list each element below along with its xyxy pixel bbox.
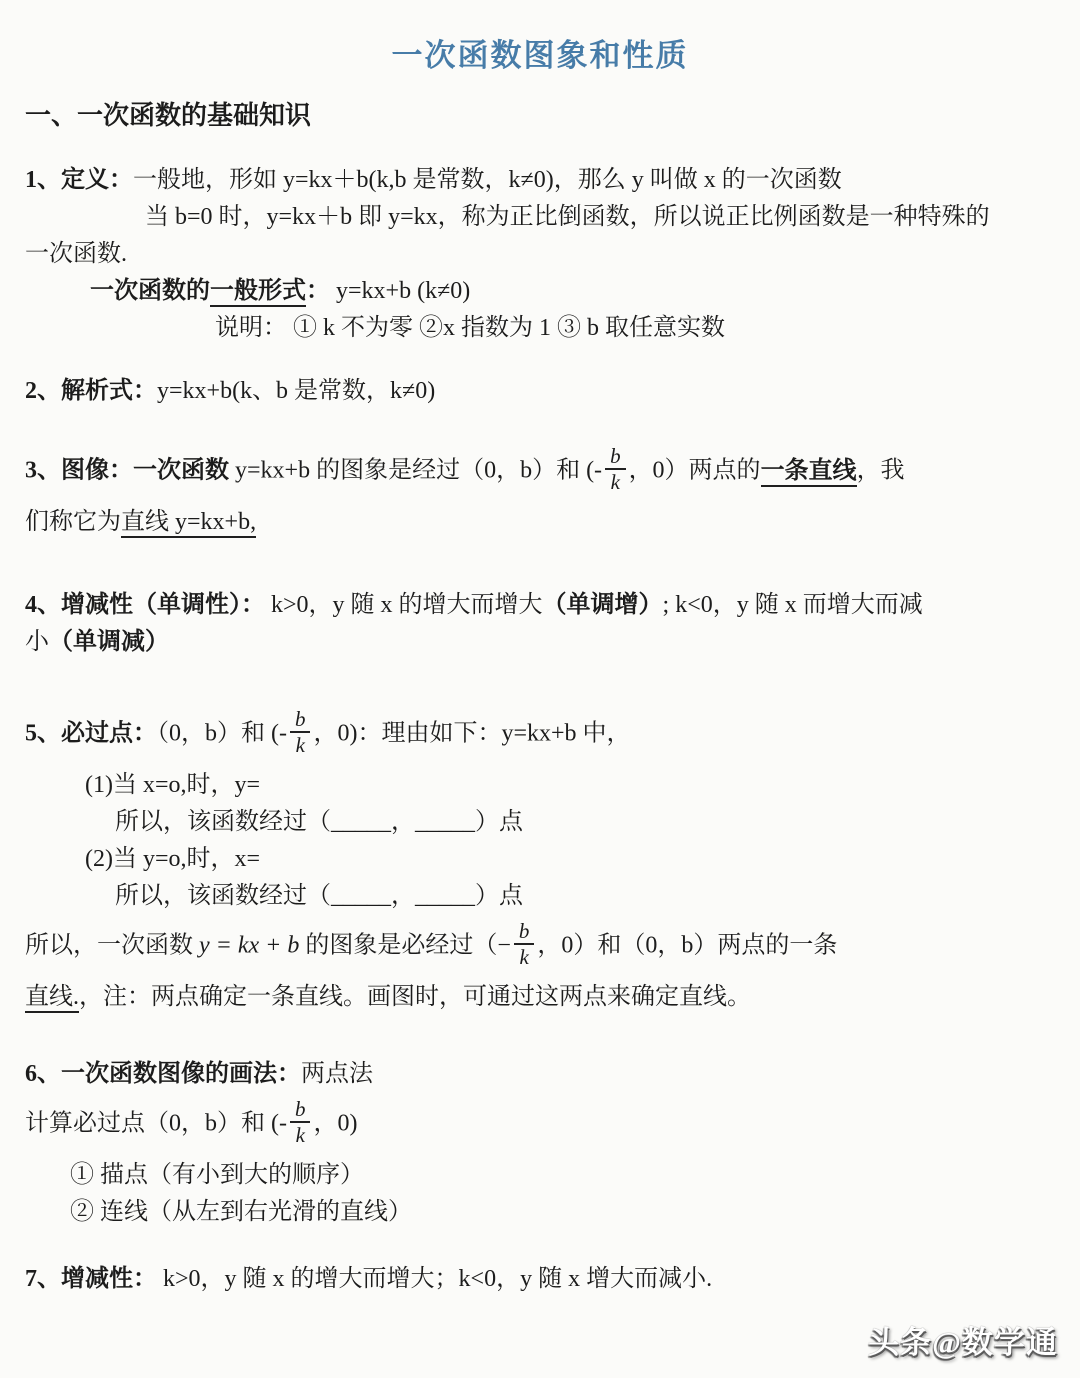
item-drawing-method xyxy=(25,1056,1055,1231)
drawing-method-label: 6、一次函数图像的画法： xyxy=(25,1061,301,1088)
compute-points-pre: 计算必过点（0，b）和 (- xyxy=(25,1110,287,1137)
fraction-b-over-k xyxy=(290,708,311,756)
general-form-underlined: 一般形式 xyxy=(210,278,306,307)
fixed-points-text-2: ，0)：理由如下：y=kx+b 中， xyxy=(313,720,631,747)
step2-text: ② 连线（从左到右光滑的直线） xyxy=(70,1199,412,1226)
general-form-pre: 一次函数的 xyxy=(90,278,210,304)
item-graph xyxy=(25,440,1055,541)
monotonicity-text-3: 小 xyxy=(25,629,49,656)
definition-line-5 xyxy=(25,310,1055,347)
note-underlined: 直线. xyxy=(25,984,79,1013)
item-monotonicity xyxy=(25,587,1055,661)
fraction-numerator: b xyxy=(290,1098,311,1123)
fraction-b-over-k xyxy=(290,1098,311,1146)
definition-notes: 说明： ① k 不为零 ②x 指数为 1 ③ b 取任意实数 xyxy=(215,315,725,341)
definition-line-2 xyxy=(25,199,1055,236)
general-form-colon: ： xyxy=(306,278,336,304)
case2-text: (2)当 y=o,时，x= xyxy=(85,846,261,873)
compute-points-post: ，0) xyxy=(313,1110,358,1137)
definition-line-3 xyxy=(25,236,1055,273)
monotonicity-line-1 xyxy=(25,587,1055,624)
expression-label: 2、解析式： xyxy=(25,378,157,404)
graph-line2-pre: 们称它为 xyxy=(25,509,121,536)
drawing-step-1 xyxy=(25,1157,1055,1194)
monotonicity2-line xyxy=(25,1261,1055,1298)
drawing-method-line-1 xyxy=(25,1056,1055,1093)
item-monotonicity-2 xyxy=(25,1261,1055,1298)
watermark-toutiao: 头条@数学通 xyxy=(868,1325,1058,1360)
graph-line-1 xyxy=(25,440,1055,504)
fraction-denominator: k xyxy=(610,470,620,495)
item-definition xyxy=(25,162,1055,347)
definition-line-1 xyxy=(25,162,1055,199)
fixed-points-blank-2 xyxy=(25,878,1055,915)
fraction-numerator: b xyxy=(605,445,626,470)
page-title: 一次函数图象和性质 xyxy=(391,38,689,73)
monotonicity2-label: 7、增减性： xyxy=(25,1266,157,1293)
expression-line xyxy=(25,373,1055,410)
drawing-method-line-2 xyxy=(25,1093,1055,1157)
graph-text-1: y=kx+b 的图象是经过（0，b）和 (- xyxy=(229,457,603,484)
graph-line2-underlined: 直线 y=kx+b, xyxy=(121,509,256,538)
drawing-step-2 xyxy=(25,1194,1055,1231)
fixed-points-note xyxy=(25,979,1055,1016)
monotonicity-text-1: k>0，y 随 x 的增大而增大 xyxy=(265,592,543,619)
fixed-points-case-2 xyxy=(25,841,1055,878)
graph-underline-straight-line: 一条直线 xyxy=(761,458,857,487)
conclusion-formula: y = kx + b xyxy=(199,932,300,959)
conclusion-text-2: 的图象是必经过（− xyxy=(299,932,511,959)
fraction-numerator: b xyxy=(514,920,535,945)
note-text: ，注：两点确定一条直线。画图时，可通过这两点来确定直线。 xyxy=(79,984,751,1011)
fixed-points-case-1 xyxy=(25,767,1055,804)
definition-text-3: 一次函数. xyxy=(25,241,127,267)
graph-label: 3、图像： xyxy=(25,457,133,484)
expression-text: y=kx+b(k、b 是常数，k≠0) xyxy=(157,378,436,404)
fraction-numerator: b xyxy=(290,708,311,733)
case1-text: (1)当 x=o,时，y= xyxy=(85,772,261,799)
conclusion-text-3: ，0）和（0，b）两点的一条 xyxy=(537,932,838,959)
fraction-denominator: k xyxy=(519,945,529,970)
graph-bold-text: 一次函数 xyxy=(133,457,229,484)
graph-line-2 xyxy=(25,504,1055,541)
general-form-formula: y=kx+b (k≠0) xyxy=(336,278,471,304)
monotonicity-text-2: ; k<0，y 随 x 而增大而减 xyxy=(662,592,923,619)
item-expression xyxy=(25,373,1055,410)
definition-text-1: 一般地，形如 y=kx＋b(k,b 是常数，k≠0)，那么 y 叫做 x 的一次函数 xyxy=(133,167,842,193)
fixed-points-conclusion xyxy=(25,915,1055,979)
step1-text: ① 描点（有小到大的顺序） xyxy=(70,1162,364,1189)
monotonicity2-text: k>0，y 随 x 的增大而增大；k<0，y 随 x 增大而减小. xyxy=(157,1266,713,1293)
monotonic-decrease-bold: （单调减） xyxy=(49,629,169,656)
section-heading: 一、一次函数的基础知识 xyxy=(25,101,312,130)
monotonicity-label: 4、增减性（单调性）： xyxy=(25,592,265,619)
definition-text-2: 当 b=0 时，y=kx＋b 即 y=kx，称为正比倒函数，所以说正比例函数是一种特殊的 xyxy=(145,204,990,230)
conclusion-text-1: 所以，一次函数 xyxy=(25,932,199,959)
fraction-b-over-k xyxy=(514,920,535,968)
fixed-points-text-1: （0，b）和 (- xyxy=(157,720,287,747)
monotonic-increase-bold: （单调增） xyxy=(542,592,663,619)
drawing-method-text: 两点法 xyxy=(301,1061,373,1088)
definition-label: 1、定义： xyxy=(25,167,133,193)
definition-line-4 xyxy=(25,273,1055,310)
blank1-text: 所以，该函数经过（_____，_____）点 xyxy=(115,809,523,836)
document-page xyxy=(0,30,1080,1298)
fraction-denominator: k xyxy=(295,733,305,758)
fraction-denominator: k xyxy=(295,1123,305,1148)
graph-text-2: ，0）两点的 xyxy=(628,457,761,484)
graph-text-3: ，我 xyxy=(856,457,905,484)
monotonicity-line-2 xyxy=(25,624,1055,661)
fixed-points-header xyxy=(25,703,1055,767)
blank2-text: 所以，该函数经过（_____，_____）点 xyxy=(115,883,523,910)
fixed-points-label: 5、必过点： xyxy=(25,720,157,747)
fixed-points-blank-1 xyxy=(25,804,1055,841)
fraction-b-over-k xyxy=(605,445,626,493)
item-fixed-points xyxy=(25,703,1055,1016)
